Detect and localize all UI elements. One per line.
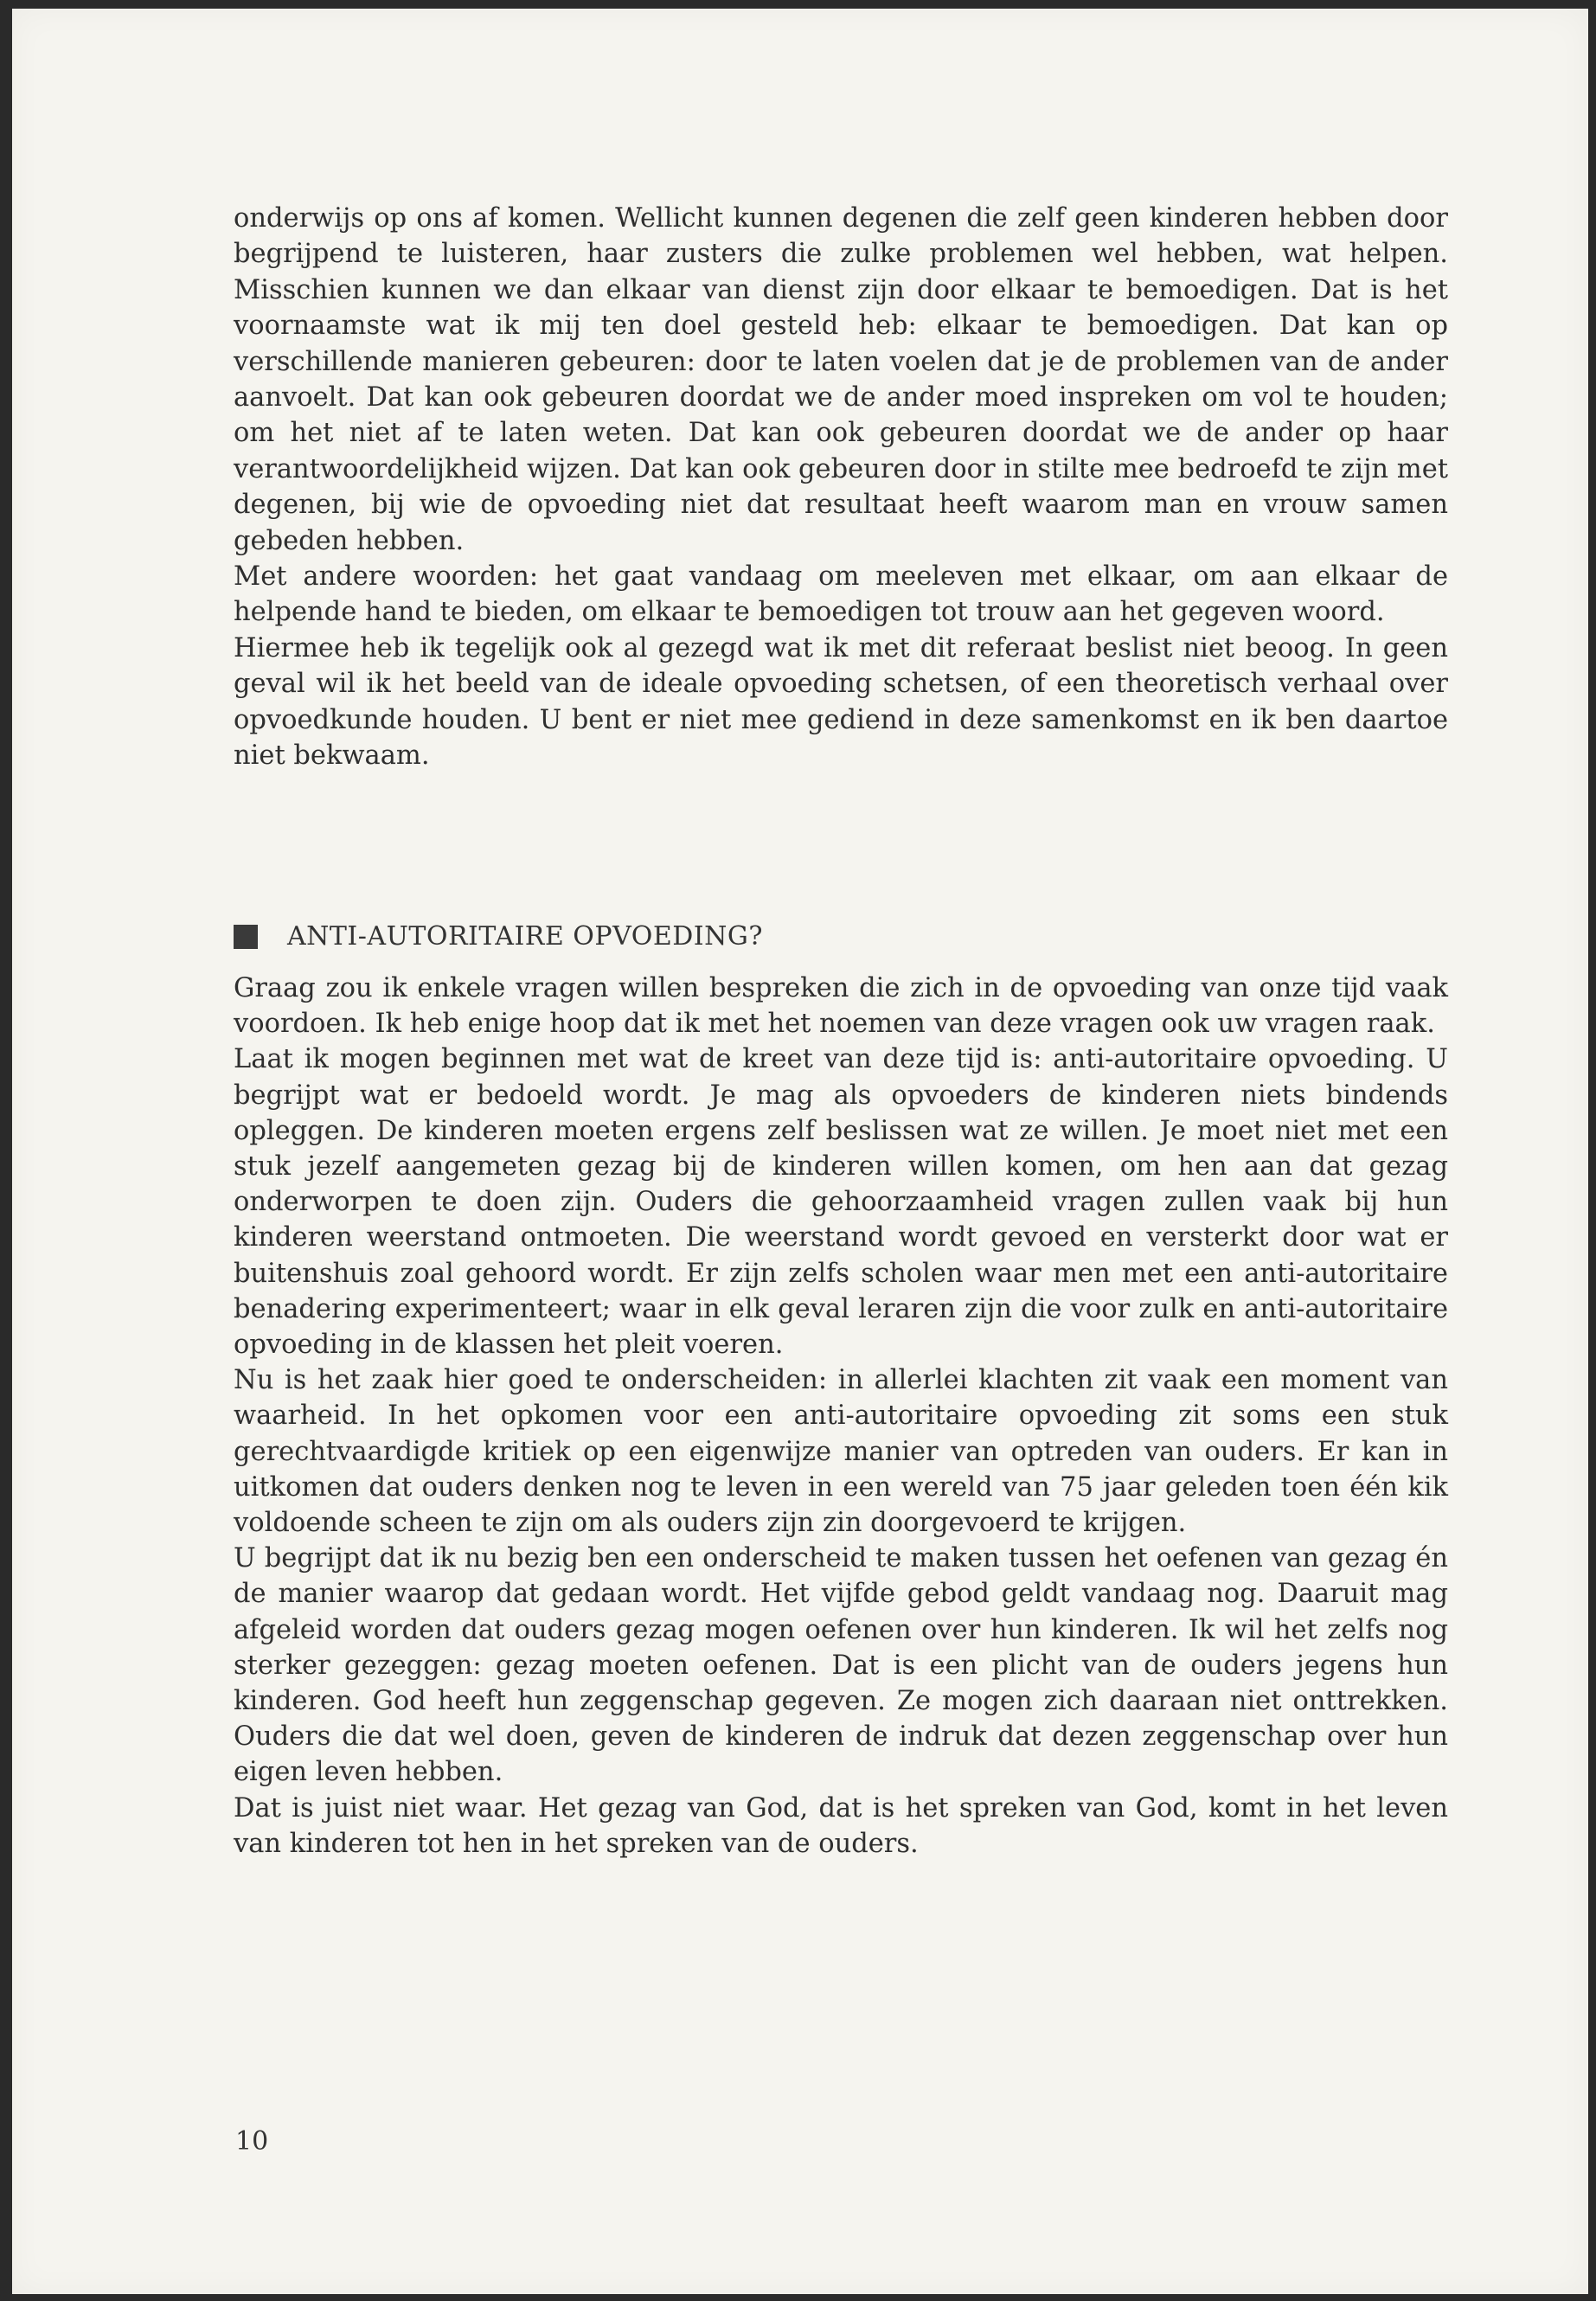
paragraph: Graag zou ik enkele vragen willen bespreken die zich in de opvoeding van onze tijd vaak voordoen. Ik heb enige hoop dat ik met het noemen van deze vragen ook uw vragen raak.	[234, 973, 1448, 1040]
square-bullet-icon	[234, 925, 258, 949]
section-heading	[234, 921, 763, 952]
paragraph: Dat is juist niet waar. Het gezag van God, dat is het spreken van God, komt in het leven van kinderen tot hen in het spreken van de ouders.	[234, 1792, 1448, 1859]
paragraph: Met andere woorden: het gaat vandaag om meeleven met elkaar, om aan elkaar de helpende hand te bieden, om elkaar te bemoedigen tot trouw aan het gegeven woord.	[234, 561, 1448, 628]
paragraph: onderwijs op ons af komen. Wellicht kunnen degenen die zelf geen kinderen hebben door begrijpend te luisteren, haar zusters die zulke problemen wel hebben, wat helpen. Misschien kunnen we dan elkaar van dienst zijn door elkaar te bemoedigen. Dat is het voornaamste wat ik mij ten doel gesteld heb: elkaar te bemoedigen. Dat kan op verschillende manieren gebeuren: door te laten voelen dat je de problemen van de ander aanvoelt. Dat kan ook gebeuren doordat we de ander moed inspreken om vol te houden; om het niet af te laten weten. Dat kan ook gebeuren doordat we de ander op haar verantwoordelijkheid wijzen. Dat kan ook gebeuren door in stilte mee bedroefd te zijn met degenen, bij wie de opvoeding niet dat resultaat heeft waarom man en vrouw samen gebeden hebben.	[234, 203, 1448, 556]
page-number: 10	[235, 2126, 269, 2157]
intro-text	[234, 201, 1448, 774]
book-page	[12, 9, 1588, 2294]
section-text	[234, 971, 1448, 1862]
paragraph: U begrijpt dat ik nu bezig ben een onderscheid te maken tussen het oefenen van gezag én de manier waarop dat gedaan wordt. Het vijfde gebod geldt vandaag nog. Daaruit mag afgeleid worden dat ouders gezag mogen oefenen over hun kinderen. Ik wil het zelfs nog sterker gezeggen: gezag moeten oefenen. Dat is een plicht van de ouders jegens hun kinderen. God heeft hun zeggenschap gegeven. Ze mogen zich daaraan niet onttrekken. Ouders die dat wel doen, geven de kinderen de indruk dat dezen zeggenschap over hun eigen leven hebben.	[234, 1543, 1448, 1788]
paragraph: Laat ik mogen beginnen met wat de kreet van deze tijd is: anti-autoritaire opvoeding. U begrijpt wat er bedoeld wordt. Je mag als opvoeders de kinderen niets bindends opleggen. De kinderen moeten ergens zelf beslissen wat ze willen. Je moet niet met een stuk jezelf aangemeten gezag bij de kinderen willen komen, om hen aan dat gezag onderworpen te doen zijn. Ouders die gehoorzaamheid vragen zullen vaak bij hun kinderen weerstand ontmoeten. Die weerstand wordt gevoed en versterkt door wat er buitenshuis zoal gehoord wordt. Er zijn zelfs scholen waar men met een anti-autoritaire benadering experimenteert; waar in elk geval leraren zijn die voor zulk en anti-autoritaire opvoeding in de klassen het pleit voeren.	[234, 1044, 1448, 1361]
paragraph: Nu is het zaak hier goed te onderscheiden: in allerlei klachten zit vaak een moment van waarheid. In het opkomen voor een anti-autoritaire opvoeding zit soms een stuk gerechtvaardigde kritiek op een eigenwijze manier van optreden van ouders. Er kan in uitkomen dat ouders denken nog te leven in een wereld van 75 jaar geleden toen één kik voldoende scheen te zijn om als ouders zijn zin doorgevoerd te krijgen.	[234, 1365, 1448, 1539]
paragraph: Hiermee heb ik tegelijk ook al gezegd wat ik met dit referaat beslist niet beoog. In geen geval wil ik het beeld van de ideale opvoeding schetsen, of een theoretisch verhaal over opvoedkunde houden. U bent er niet mee gediend in deze samenkomst en ik ben daartoe niet bekwaam.	[234, 632, 1448, 772]
section-heading-text: ANTI-AUTORITAIRE OPVOEDING?	[287, 921, 763, 952]
